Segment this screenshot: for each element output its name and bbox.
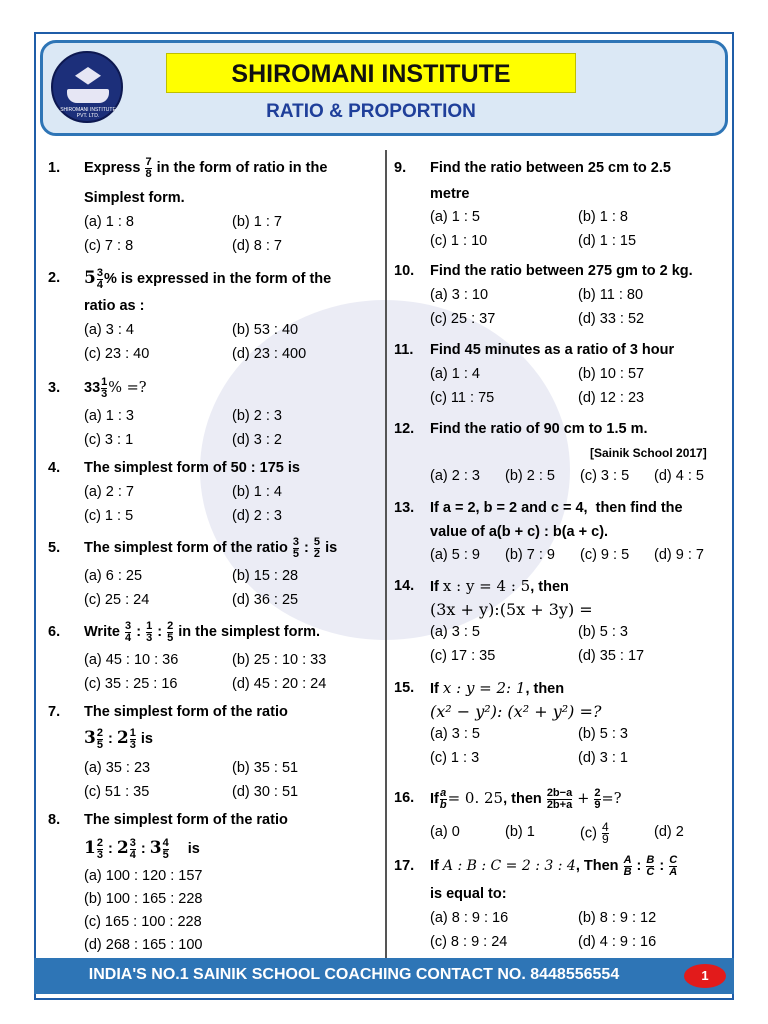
ratio-separator: : <box>659 858 665 874</box>
question-text: metre <box>430 186 470 202</box>
option-a[interactable]: (a) 3 : 10 <box>430 287 489 303</box>
fraction: $\frac{1}{3}$ <box>129 726 136 751</box>
fraction: $\frac{B}{C}$ <box>646 853 655 878</box>
ratio-separator: : <box>108 731 113 747</box>
option-d[interactable]: (d) 45 : 20 : 24 <box>232 676 327 692</box>
question-text: is <box>187 841 200 857</box>
footer-contact-text: INDIA'S NO.1 SAINIK SCHOOL COACHING CONTACT NO. 8448556554 <box>88 966 620 983</box>
math-expression: x : y = 2: 1 <box>442 679 526 697</box>
question-text: If <box>430 791 439 807</box>
math-expression: = 0. 25 <box>447 789 504 807</box>
question-text: Find the ratio of 90 cm to 1.5 m. <box>430 421 648 437</box>
option-c[interactable]: (c) 8 : 9 : 24 <box>430 934 508 950</box>
option-c[interactable]: (c) 35 : 25 : 16 <box>84 676 178 692</box>
question-text: , then <box>503 791 542 807</box>
mixed-whole: 33 <box>84 380 101 396</box>
question-number: 8. <box>48 812 61 828</box>
option-c[interactable]: (c) 1 : 5 <box>84 508 134 524</box>
option-c[interactable]: (c) 3 : 5 <box>580 468 630 484</box>
question-text: , Then <box>575 858 619 874</box>
fraction: $\frac{2}{3}$ <box>96 836 103 861</box>
option-b[interactable]: (b) 11 : 80 <box>578 287 644 303</box>
option-a[interactable]: (a) 35 : 23 <box>84 760 151 776</box>
question-number: 5. <box>48 540 61 556</box>
option-b[interactable]: (b) 25 : 10 : 33 <box>232 652 327 668</box>
option-d[interactable]: (d) 33 : 52 <box>578 311 645 327</box>
math-expression: x : y = 4 : 5 <box>442 577 531 595</box>
question-number: 12. <box>394 421 415 437</box>
option-d[interactable]: (d) 23 : 400 <box>232 346 307 362</box>
math-expression: (x² − y²): (x² + y²) =? <box>430 702 602 721</box>
option-a[interactable]: (a) 8 : 9 : 16 <box>430 910 509 926</box>
fraction: $\frac{a}{b}$ <box>439 786 447 811</box>
option-b[interactable]: (b) 10 : 57 <box>578 366 645 382</box>
option-c[interactable]: (c) 165 : 100 : 228 <box>84 914 202 930</box>
question-number: 15. <box>394 680 415 696</box>
page-subtitle: RATIO & PROPORTION <box>266 101 476 122</box>
question-number: 4. <box>48 460 61 476</box>
option-b[interactable]: (b) 5 : 3 <box>578 726 628 742</box>
fraction: $\frac{3}{4}$ <box>125 619 132 644</box>
question-number: 17. <box>394 858 415 874</box>
option-a[interactable]: (a) 1 : 3 <box>84 408 134 424</box>
ratio-separator: : <box>157 624 163 640</box>
option-d[interactable]: (d) 2 : 3 <box>232 508 282 524</box>
option-b[interactable]: (b) 53 : 40 <box>232 322 299 338</box>
fraction: $\frac{2b-a}{2b+a}$ <box>546 786 573 811</box>
option-a[interactable]: (a) 6 : 25 <box>84 568 143 584</box>
option-a[interactable]: (a) 3 : 5 <box>430 726 480 742</box>
option-d[interactable]: (d) 35 : 17 <box>578 648 645 664</box>
option-d[interactable]: (d) 36 : 25 <box>232 592 299 608</box>
option-b[interactable]: (b) 1 : 4 <box>232 484 282 500</box>
mixed-whole: 3 <box>84 728 96 748</box>
question-text: is equal to: <box>430 886 507 902</box>
mixed-whole: 2 <box>116 838 129 858</box>
fraction: $\frac{3}{5}$ <box>292 535 299 560</box>
fraction: $\frac{4}{5}$ <box>162 836 169 861</box>
math-expression: A : B : C = 2 : 3 : 4 <box>442 858 576 874</box>
question-text: is <box>140 731 153 747</box>
option-b[interactable]: (b) 2 : 5 <box>505 468 555 484</box>
question-text: If <box>430 858 439 874</box>
option-d[interactable]: (d) 2 <box>654 824 684 840</box>
question-text: Find the ratio between 25 cm to 2.5 <box>430 160 671 176</box>
option-label: (c) <box>580 825 597 842</box>
page-number-badge: 1 <box>684 964 726 988</box>
question-number: 10. <box>394 263 415 279</box>
header <box>40 40 728 136</box>
logo-text: SHIROMANI INSTITUTE PVT. LTD. <box>60 107 116 119</box>
ratio-separator: : <box>108 841 113 857</box>
question-text: is <box>325 540 338 556</box>
option-c[interactable]: (c) 25 : 37 <box>430 311 496 327</box>
option-d[interactable]: (d) 8 : 7 <box>232 238 282 254</box>
fraction: $\frac{C}{A}$ <box>669 853 678 878</box>
institute-logo <box>51 51 123 123</box>
question-text: value of a(b + c) : b(a + c). <box>430 524 609 540</box>
question-text: in the form of ratio in the <box>156 160 328 176</box>
option-d[interactable]: (d) 30 : 51 <box>232 784 299 800</box>
question-text: The simplest form of the ratio <box>84 540 288 556</box>
question-text: , then <box>530 579 569 595</box>
math-expression: (3x + y):(5x + 3y) = <box>430 600 593 619</box>
option-c[interactable] <box>580 822 610 845</box>
question-number: 14. <box>394 578 415 594</box>
mixed-whole: 5 <box>84 268 96 288</box>
option-d[interactable]: (d) 3 : 2 <box>232 432 282 448</box>
question-number: 7. <box>48 704 61 720</box>
option-b[interactable]: (b) 2 : 3 <box>232 408 282 424</box>
option-b[interactable]: (b) 1 : 7 <box>232 214 282 230</box>
fraction: $\frac{4}{9}$ <box>601 820 609 846</box>
question-text: If <box>430 579 439 595</box>
option-a[interactable]: (a) 45 : 10 : 36 <box>84 652 179 668</box>
question-number: 1. <box>48 160 61 176</box>
option-a[interactable]: (a) 100 : 120 : 157 <box>84 868 203 884</box>
question-text: The simplest form of the ratio <box>84 704 288 720</box>
option-a[interactable]: (a) 1 : 5 <box>430 209 480 225</box>
math-operator: + <box>577 791 590 807</box>
question-number: 11. <box>394 342 414 358</box>
question-text: ratio as : <box>84 298 145 314</box>
option-c[interactable]: (c) 1 : 3 <box>430 750 480 766</box>
option-a[interactable]: (a) 2 : 7 <box>84 484 134 500</box>
mixed-whole: 2 <box>116 728 129 748</box>
fraction: $\frac{2}{5}$ <box>96 726 103 751</box>
fraction: $\frac{2}{9}$ <box>594 786 601 811</box>
question-text: The simplest form of 50 : 175 is <box>84 460 300 476</box>
option-a[interactable]: (a) 1 : 4 <box>430 366 480 382</box>
fraction: $\frac{A}{B}$ <box>623 853 632 878</box>
option-d[interactable]: (d) 1 : 15 <box>578 233 637 249</box>
title-box <box>166 53 576 93</box>
option-b[interactable]: (b) 35 : 51 <box>232 760 299 776</box>
fraction: $\frac{1}{3}$ <box>146 619 153 644</box>
fraction: $\frac{2}{5}$ <box>167 619 174 644</box>
ratio-separator: : <box>636 858 642 874</box>
question-text: % =? <box>108 380 147 396</box>
option-a[interactable]: (a) 1 : 8 <box>84 214 134 230</box>
option-d[interactable]: (d) 3 : 1 <box>578 750 628 766</box>
option-d[interactable]: (d) 4 : 5 <box>654 468 704 484</box>
mixed-whole: 1 <box>84 838 96 858</box>
option-b[interactable]: (b) 100 : 165 : 228 <box>84 891 203 907</box>
option-c[interactable]: (c) 1 : 10 <box>430 233 488 249</box>
option-c[interactable]: (c) 51 : 35 <box>84 784 150 800</box>
option-b[interactable]: (b) 8 : 9 : 12 <box>578 910 657 926</box>
math-expression: =? <box>601 791 622 807</box>
question-text: in the simplest form. <box>178 624 321 640</box>
question-text: Simplest form. <box>84 190 185 206</box>
question-number: 2. <box>48 270 61 286</box>
column-divider <box>385 150 387 962</box>
question-text: , then <box>525 681 565 697</box>
option-a[interactable]: (a) 2 : 3 <box>430 468 480 484</box>
fraction: $\frac{5}{2}$ <box>313 535 321 560</box>
question-text: Find 45 minutes as a ratio of 3 hour <box>430 342 675 358</box>
fraction: $\frac{1}{3}$ <box>101 375 108 400</box>
question-number: 13. <box>394 500 415 516</box>
page-title: SHIROMANI INSTITUTE <box>231 60 511 88</box>
option-b[interactable]: (b) 1 <box>505 824 535 840</box>
fraction: $\frac{7}{8}$ <box>145 155 152 180</box>
fraction: $\frac{3}{4}$ <box>96 266 103 291</box>
option-c[interactable]: (c) 3 : 1 <box>84 432 134 448</box>
mixed-whole: 3 <box>149 838 162 858</box>
ratio-separator: : <box>140 841 146 857</box>
option-c[interactable]: (c) 11 : 75 <box>430 390 495 406</box>
question-text: If a = 2, b = 2 and c = 4, then find the <box>430 500 683 516</box>
option-c[interactable]: (c) 23 : 40 <box>84 346 150 362</box>
option-d[interactable]: (d) 4 : 9 : 16 <box>578 934 657 950</box>
footer-bar <box>34 958 734 994</box>
question-text: Express <box>84 160 141 176</box>
question-text: The simplest form of the ratio <box>84 812 288 828</box>
book-icon <box>67 89 109 103</box>
exam-source-note: [Sainik School 2017] <box>590 446 707 460</box>
question-number: 6. <box>48 624 61 640</box>
option-d[interactable]: (d) 12 : 23 <box>578 390 645 406</box>
option-b[interactable]: (b) 7 : 9 <box>505 547 555 563</box>
option-d[interactable]: (d) 9 : 7 <box>654 547 704 563</box>
ratio-separator: : <box>304 540 309 556</box>
ratio-separator: : <box>136 624 142 640</box>
option-c[interactable]: (c) 25 : 24 <box>84 592 150 608</box>
option-a[interactable]: (a) 3 : 4 <box>84 322 134 338</box>
option-b[interactable]: (b) 5 : 3 <box>578 624 628 640</box>
option-a[interactable]: (a) 5 : 9 <box>430 547 480 563</box>
option-c[interactable]: (c) 7 : 8 <box>84 238 134 254</box>
question-number: 9. <box>394 160 407 176</box>
question-text: % is expressed in the form of the <box>103 271 332 287</box>
option-b[interactable]: (b) 1 : 8 <box>578 209 628 225</box>
graduation-cap-icon <box>75 67 101 89</box>
option-a[interactable]: (a) 0 <box>430 824 460 840</box>
option-b[interactable]: (b) 15 : 28 <box>232 568 299 584</box>
option-c[interactable]: (c) 17 : 35 <box>430 648 496 664</box>
option-a[interactable]: (a) 3 : 5 <box>430 624 480 640</box>
fraction: $\frac{3}{4}$ <box>129 836 136 861</box>
question-number: 16. <box>394 790 415 806</box>
question-text: Write <box>84 624 120 640</box>
question-text: If <box>430 681 439 697</box>
option-c[interactable]: (c) 9 : 5 <box>580 547 630 563</box>
option-d[interactable]: (d) 268 : 165 : 100 <box>84 937 203 953</box>
question-text: Find the ratio between 275 gm to 2 kg. <box>430 263 693 279</box>
question-number: 3. <box>48 380 61 396</box>
